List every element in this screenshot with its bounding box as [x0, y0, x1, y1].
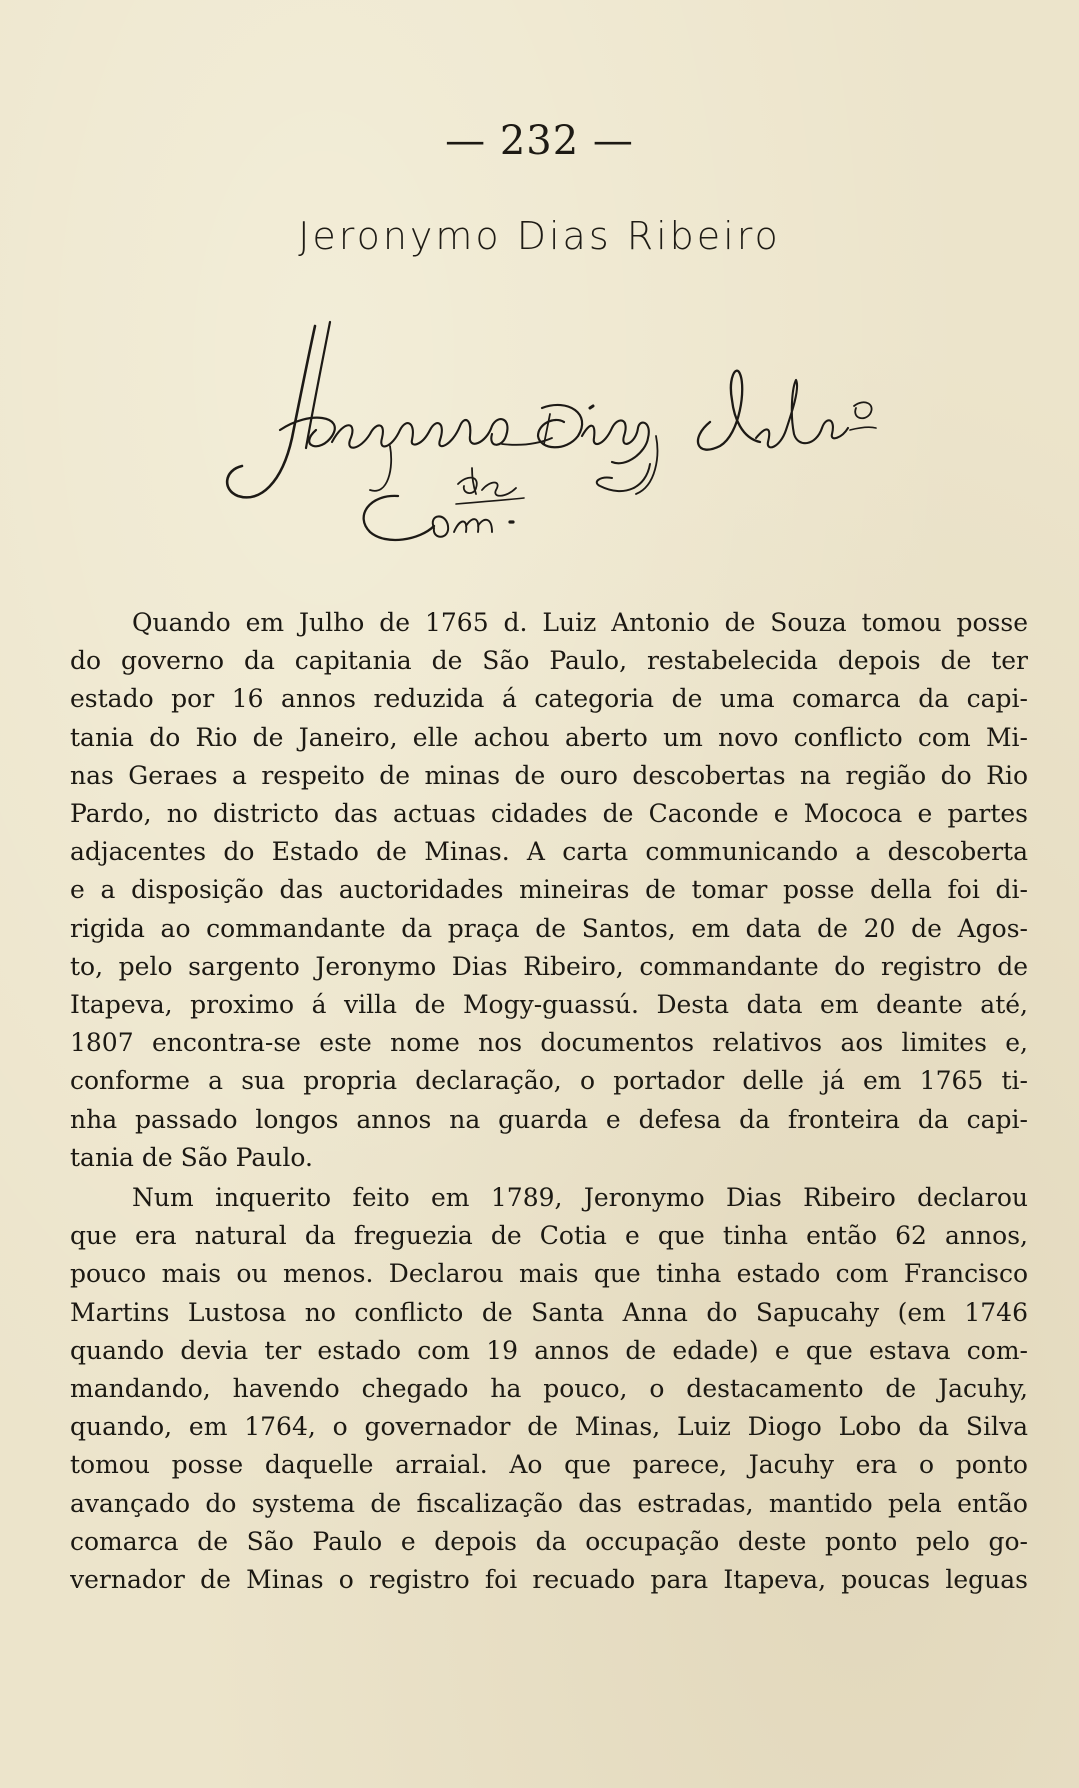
body-text: [70, 604, 1028, 1599]
text-line: Itapeva, proximo á villa de Mogy-guassú. Desta data em deante até,: [70, 990, 1028, 1020]
handwritten-signature: [220, 318, 900, 568]
text-line: rigida ao commandante da praça de Santos, em data de 20 de Agos-: [70, 913, 1028, 943]
text-line: tania do Rio de Janeiro, elle achou aberto um novo conflicto com Mi-: [70, 722, 1028, 752]
text-line: e a disposição das auctoridades mineiras de tomar posse della foi di-: [70, 875, 1028, 905]
text-line: to, pelo sargento Jeronymo Dias Ribeiro, commandante do registro de: [70, 951, 1028, 981]
text-line: Pardo, no districto das actuas cidades de Caconde e Mococa e partes: [70, 799, 1028, 829]
text-line: mandando, havendo chegado ha pouco, o destacamento de Jacuhy,: [70, 1374, 1028, 1404]
paragraph-1: [70, 604, 1028, 1177]
text-line: pouco mais ou menos. Declarou mais que tinha estado com Francisco: [70, 1259, 1028, 1289]
paragraph-2: [70, 1179, 1028, 1599]
text-line: estado por 16 annos reduzida á categoria de uma comarca da capi-: [70, 684, 1028, 714]
text-line: 1807 encontra-se este nome nos documentos relativos aos limites e,: [70, 1028, 1028, 1058]
text-line: que era natural da freguezia de Cotia e que tinha então 62 annos,: [70, 1221, 1028, 1251]
text-line: avançado do systema de fiscalização das estradas, mantido pela então: [70, 1488, 1028, 1518]
text-line: quando, em 1764, o governador de Minas, Luiz Diogo Lobo da Silva: [70, 1412, 1028, 1442]
text-line: Num inquerito feito em 1789, Jeronymo Dias Ribeiro declarou: [132, 1183, 1028, 1213]
text-line: Martins Lustosa no conflicto de Santa Anna do Sapucahy (em 1746: [70, 1297, 1028, 1327]
text-line: quando devia ter estado com 19 annos de edade) e que estava com-: [70, 1335, 1028, 1365]
text-line: tania de São Paulo.: [70, 1142, 313, 1172]
text-line: nas Geraes a respeito de minas de ouro descobertas na região do Rio: [70, 760, 1028, 790]
text-line: adjacentes do Estado de Minas. A carta communicando a descoberta: [70, 837, 1028, 867]
text-line: tomou posse daquelle arraial. Ao que parece, Jacuhy era o ponto: [70, 1450, 1028, 1480]
text-line: vernador de Minas o registro foi recuado para Itapeva, poucas leguas: [70, 1565, 1028, 1595]
text-line: conforme a sua propria declaração, o portador delle já em 1765 ti-: [70, 1066, 1028, 1096]
text-line: Quando em Julho de 1765 d. Luiz Antonio de Souza tomou posse: [132, 608, 1028, 637]
text-line: nha passado longos annos na guarda e defesa da fronteira da capi-: [70, 1104, 1028, 1134]
page-number: — 232 —: [445, 118, 634, 164]
section-heading: Jeronymo Dias Ribeiro: [298, 214, 781, 258]
text-line: do governo da capitania de São Paulo, restabelecida depois de ter: [70, 646, 1028, 676]
text-line: comarca de São Paulo e depois da occupação deste ponto pelo go-: [70, 1526, 1028, 1556]
